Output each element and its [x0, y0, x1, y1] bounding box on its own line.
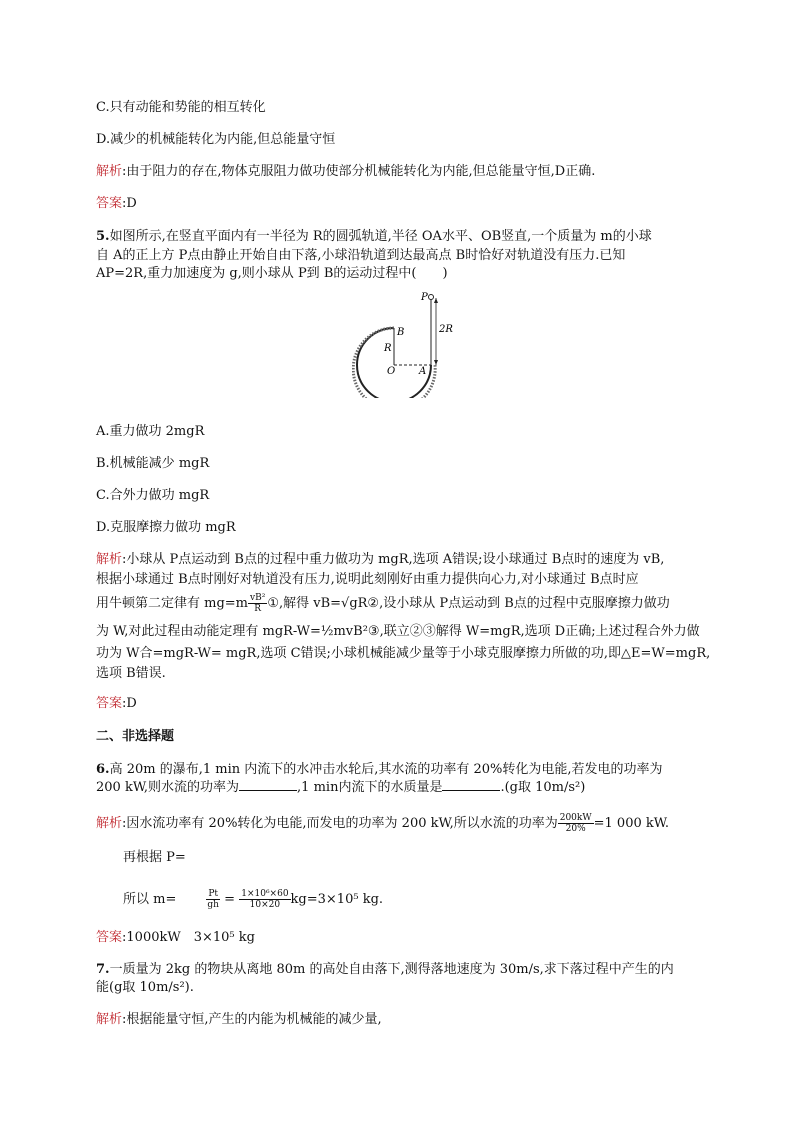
- q5-option-a: A.重力做功 2mgR: [96, 424, 205, 439]
- q5-line3: AP=2R,重力加速度为 g,则小球从 P到 B的运动过程中( ): [96, 266, 448, 281]
- q6-text2a: 200 kW,则水流的功率为: [96, 780, 240, 795]
- q6-answer-text: :1000kW 3×10⁵ kg: [122, 930, 255, 945]
- frac-top: Pt: [208, 889, 219, 899]
- q5-j3b: ①,解得 vB=√gR②,设小球从 P点运动到 B点的过程中克服摩擦力做功: [267, 596, 670, 611]
- numeric-fraction: [239, 889, 290, 910]
- frac-bottom: 20%: [565, 824, 586, 834]
- answer-label: 答案: [96, 930, 123, 945]
- q6-text1: 高 20m 的瀑布,1 min 内流下的水冲击水轮后,其水流的功率有 20%转化为电能,若发电的功率为: [109, 762, 663, 777]
- q5-j4a: 为 W,对此过程由动能定理有 mgR-W=: [96, 624, 321, 639]
- explanation-label: 解析: [96, 1012, 123, 1027]
- answer-label: 答案: [96, 196, 123, 211]
- q5-j3a: 用牛顿第二定律有 mg=m: [96, 596, 249, 611]
- frac-top: 200kW: [559, 813, 592, 823]
- q4-explanation-text: :由于阻力的存在,物体克服阻力做功使部分机械能转化为内能,但总能量守恒,D正确.: [122, 164, 596, 179]
- section-heading: 二、非选择题: [96, 729, 175, 744]
- q5-answer-text: :D: [122, 696, 137, 711]
- q6-j3a: 所以 m=: [123, 892, 177, 907]
- q5-line1: [96, 225, 652, 244]
- q5-answer: [96, 692, 137, 711]
- q5-number: 5.: [96, 229, 110, 244]
- label-p: P: [421, 292, 428, 303]
- q6-explanation-line3: 所以 m= $\frac{Pt}{gh}$ = $\frac{\text{1×10⁶×60}}{10\times 20}$ kg=3×10⁵ kg.: [123, 889, 384, 910]
- q5-figure: [352, 288, 462, 398]
- blank-2: [442, 780, 500, 791]
- q5-explanation-text1: :小球从 P点运动到 B点的过程中重力做功为 mgR,选项 A错误;设小球通过 B点时的速度为 vB,: [122, 552, 665, 567]
- explanation-label: 解析: [96, 164, 123, 179]
- power-fraction: [558, 813, 594, 834]
- q6-line2: [96, 776, 585, 795]
- q6-number: 6.: [96, 762, 110, 777]
- label-2r: 2R: [439, 324, 453, 335]
- q7-line1: [96, 958, 674, 977]
- q5-explanation-line3: [96, 592, 670, 614]
- answer-label: 答案: [96, 696, 123, 711]
- q5-explanation-line4: [96, 620, 700, 639]
- explanation-label: 解析: [96, 552, 123, 567]
- q4-explanation: [96, 160, 595, 179]
- q7-explanation: [96, 1008, 382, 1027]
- blank-1: [239, 780, 297, 791]
- q6-answer: [96, 926, 255, 945]
- q5-text1: 如图所示,在竖直平面内有一半径为 R的圆弧轨道,半径 OA水平、OB竖直,一个质量为 m的小球: [109, 229, 652, 244]
- q5-explanation-line6: 选项 B错误.: [96, 666, 166, 681]
- q7-text1: 一质量为 2kg 的物块从离地 80m 的高处自由落下,测得落地速度为 30m/s,求下落过程中产生的内: [109, 962, 674, 977]
- q5-explanation-line5: 功为 W合=mgR-W= mgR,选项 C错误;小球机械能减少量等于小球克服摩擦力所做的功,即△E=W=mgR,: [96, 646, 711, 661]
- q5-option-c: C.合外力做功 mgR: [96, 488, 210, 503]
- q6-explanation-line1: [96, 812, 669, 834]
- label-b: B: [397, 327, 405, 338]
- q7-explanation-text: :根据能量守恒,产生的内能为机械能的减少量,: [122, 1012, 382, 1027]
- q5-option-b: B.机械能减少 mgR: [96, 456, 210, 471]
- frac-bottom: R: [254, 604, 262, 614]
- q6-explanation-text1: :因水流功率有 20%转化为电能,而发电的功率为 200 kW,所以水流的功率为: [122, 816, 558, 831]
- q5-j4b: ③,联立②③解得 W=mgR,选项 D正确;上述过程合外力做: [367, 624, 700, 639]
- q4-answer-text: :D: [122, 196, 137, 211]
- explanation-label: 解析: [96, 816, 123, 831]
- pt-over-gh-fraction: [206, 889, 220, 910]
- frac-bottom: 10×20: [249, 900, 281, 910]
- label-o: O: [387, 366, 396, 377]
- q7-number: 7.: [96, 962, 110, 977]
- q5-option-d: D.克服摩擦力做功 mgR: [96, 520, 236, 535]
- q6-j3b: kg=3×10⁵ kg.: [290, 892, 384, 907]
- q5-explanation-line1: [96, 548, 664, 567]
- q5-explanation-line2: 根据小球通过 B点时刚好对轨道没有压力,说明此刻刚好由重力提供向心力,对小球通过 B点时应: [96, 572, 639, 587]
- half-mv-squared: ½mvB²: [320, 624, 368, 639]
- option-c-prev: C.只有动能和势能的相互转化: [96, 100, 266, 115]
- q6-explanation-text1b: =1 000 kW.: [593, 816, 669, 831]
- label-r: R: [384, 343, 392, 354]
- frac-bottom: gh: [207, 900, 219, 910]
- q6-line1: [96, 758, 663, 777]
- vb2-over-r-fraction: [248, 593, 267, 614]
- q6-explanation-line2: 再根据 P=: [123, 850, 186, 865]
- q6-text2b: ,1 min内流下的水质量是: [297, 780, 443, 795]
- q4-answer: [96, 192, 137, 211]
- q7-line2: 能(g取 10m/s²).: [96, 980, 194, 995]
- label-a: A: [419, 366, 427, 377]
- q5-line2: 自 A的正上方 P点由静止开始自由下落,小球沿轨道到达最高点 B时恰好对轨道没有压力.已知: [96, 248, 626, 263]
- q6-text2c: .(g取 10m/s²): [500, 780, 586, 795]
- option-d-prev: D.减少的机械能转化为内能,但总能量守恒: [96, 132, 336, 147]
- frac-top: vB²: [250, 593, 266, 603]
- frac-top: 1×10⁶×60: [241, 889, 289, 899]
